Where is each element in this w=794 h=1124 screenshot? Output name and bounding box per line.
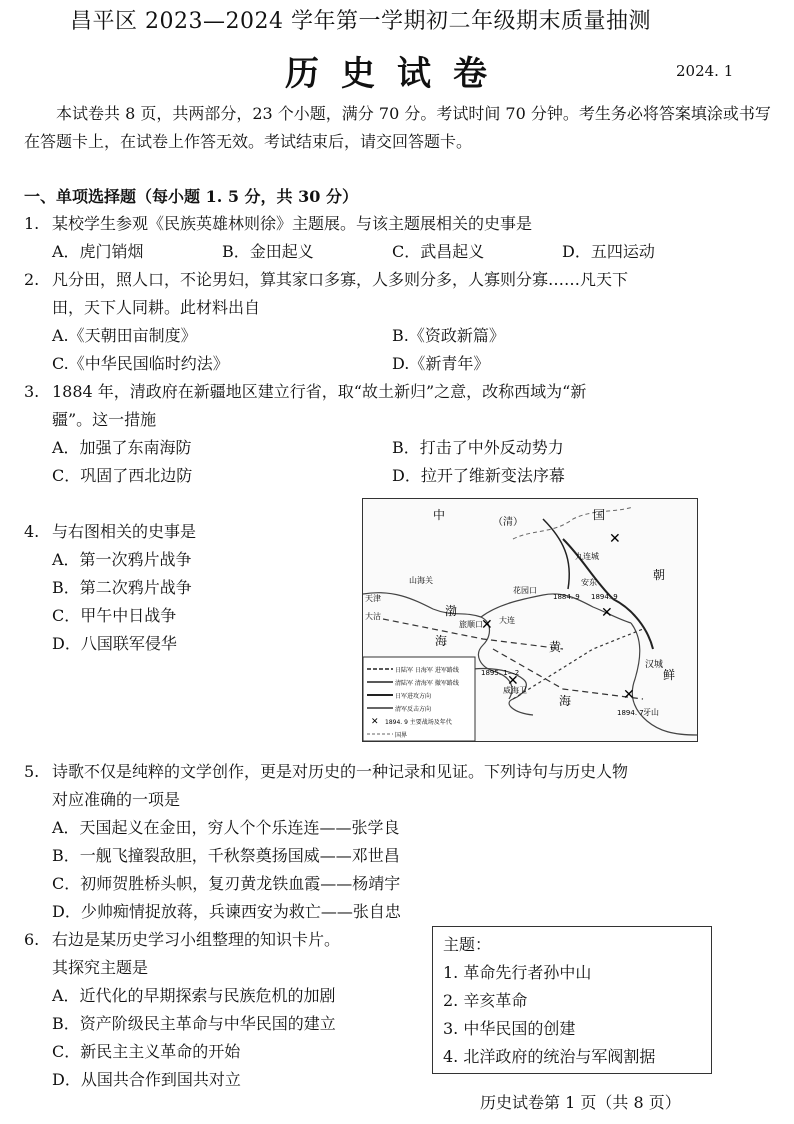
question-stem: 诗歌不仅是纯粹的文学创作，更是对历史的一种记录和见证。下列诗句与历史人物 [52,762,629,781]
exam-date: 2024. 1 [676,62,734,80]
map-label-dalian: 大连 [499,616,515,625]
map-label-hai2: 海 [559,694,572,708]
option-d: D．少帅痴情捉放蒋，兵谏西安为救亡——张自忠 [52,902,401,921]
option-b: B．一舰飞撞裂敌胆，千秋祭奠扬国威——邓世昌 [52,846,400,865]
legend-item: 1894. 9 主要战场及年代 [385,719,452,726]
card-item: 4. 北洋政府的统治与军阀割据 [443,1047,656,1066]
map-label-xian: 鲜 [663,668,676,682]
option-b: B．第二次鸦片战争 [52,578,192,597]
knowledge-card [432,926,712,1074]
map-label-huang: 黄 [549,640,562,654]
map-label-huayuankou: 花园口 [513,586,537,595]
option-c: C．巩固了西北边防 [52,466,193,485]
map-label-guo: 国 [593,508,606,522]
question-stem: 凡分田，照人口，不论男妇，算其家口多寡，人多则分多，人寡则分寡……凡天下 [52,270,629,289]
battle-marker-weihai: ✕ [507,673,519,689]
card-item: 2. 辛亥革命 [443,991,528,1010]
option-a: A．虎门销烟 [52,242,144,261]
card-item: 1. 革命先行者孙中山 [443,963,592,982]
map-label-bo: 渤 [445,604,458,618]
battle-marker-lushun: ✕ [481,617,493,633]
question-stem: 与右图相关的史事是 [52,522,197,541]
map-label-weihaiwei: 威海卫 [503,686,527,695]
option-a: A．加强了东南海防 [52,438,192,457]
map-label-china: 中 [433,508,446,522]
map-date-3: 1895. 1—2 [481,669,520,677]
question-3 [24,378,586,406]
question-stem-cont: 对应准确的一项是 [52,790,181,809]
question-stem: 右边是某历史学习小组整理的知识卡片。 [52,930,341,949]
question-1 [24,210,532,238]
option-c: C．新民主主义革命的开始 [52,1042,241,1061]
question-stem: 1884 年，清政府在新疆地区建立行省，取“故土新归”之意，改称西域为“新 [52,382,587,401]
option-c: C.《中华民国临时约法》 [52,354,229,373]
question-stem: 某校学生参观《民族英雄林则徐》主题展。与该主题展相关的史事是 [52,214,533,233]
map-label-jiuliancheng: 九连城 [575,552,599,561]
legend-item: 国界 [395,732,408,739]
option-d: D.《新青年》 [392,354,490,373]
map-date-1: 1884. 9 [553,593,580,601]
question-stem-cont: 田，天下人同耕。此材料出自 [52,298,261,317]
legend-item: 日军进攻方向 [395,693,432,700]
option-c: C．初师贺胜桥头帜，复刃黄龙铁血霞——杨靖宇 [52,874,401,893]
option-a: A．近代化的早期探索与民族危机的加剧 [52,986,336,1005]
exam-instructions: 本试卷共 8 页，共两部分，23 个小题，满分 70 分。考试时间 70 分钟。考生务必将答案填涂或书写在答题卡上，在试卷上作答无效。考试结束后，请交回答题卡。 [24,104,771,151]
legend-item: 日陆军 日海军 进军路线 [395,667,459,674]
war-map-figure [362,498,698,742]
card-item: 3. 中华民国的创建 [443,1019,576,1038]
map-label-hai: 海 [435,634,448,648]
question-number: 6. [24,930,40,949]
question-number: 2. [24,270,40,289]
map-label-dagu: 大沽 [365,612,381,621]
war-map [363,499,697,741]
map-label-shanhaiguan: 山海关 [409,576,433,585]
map-date-4: 1894. 7 [617,709,644,717]
map-label-yashan: 牙山 [643,708,659,717]
battle-marker-yashan: ✕ [623,687,635,703]
army-route-3 [613,599,653,649]
question-number: 5. [24,762,40,781]
map-label-hancheng: 汉城 [645,660,664,670]
question-stem-cont: 其探究主题是 [52,958,149,977]
question-stem-cont: 疆”。这一措施 [52,410,157,429]
exam-header: 昌平区 2023—2024 学年第一学期初二年级期末质量抽测 [70,9,651,34]
option-a: A．天国起义在金田，穷人个个乐连连——张学良 [52,818,400,837]
option-b: B．金田起义 [222,242,314,261]
map-date-2: 1894. 9 [591,593,618,601]
question-2 [24,266,628,294]
question-number: 4. [24,522,40,541]
question-6 [24,926,340,954]
option-c: C．甲午中日战争 [52,606,177,625]
option-a: A．第一次鸦片战争 [52,550,192,569]
question-4 [24,518,196,546]
option-b: B．打击了中外反动势力 [392,438,564,457]
card-heading: 主题： [443,935,492,954]
battle-marker-yalu: ✕ [601,605,613,621]
map-label-tianjin: 天津 [365,594,381,603]
legend-item: 清陆军 清海军 撤军路线 [395,680,459,687]
option-c: C．武昌起义 [392,242,485,261]
option-a: A.《天朝田亩制度》 [52,326,197,345]
legend-item: 清军反击方向 [395,706,432,713]
page-title: 历史试卷 [285,54,509,94]
question-number: 3. [24,382,40,401]
map-label-lushun: 旅顺口 [459,620,483,629]
option-d: D．五四运动 [562,242,655,261]
legend-battle-icon: ✕ [371,717,379,727]
army-route-2 [543,519,569,589]
question-number: 1. [24,214,40,233]
army-route [563,539,613,599]
option-d: D．从国共合作到国共对立 [52,1070,241,1089]
option-b: B．资产阶级民主革命与中华民国的建立 [52,1014,336,1033]
option-d: D．八国联军侵华 [52,634,177,653]
question-5 [24,758,628,786]
battle-marker-north: ✕ [609,531,621,547]
map-label-chao: 朝 [653,568,666,582]
map-label-qing: （清） [493,517,523,528]
section-heading: 一、单项选择题（每小题 1. 5 分，共 30 分） [24,187,358,206]
map-label-andong: 安东 [581,578,597,587]
option-d: D．拉开了维新变法序幕 [392,466,565,485]
option-b: B.《资政新篇》 [392,326,505,345]
page-footer: 历史试卷第 1 页（共 8 页） [480,1093,681,1112]
